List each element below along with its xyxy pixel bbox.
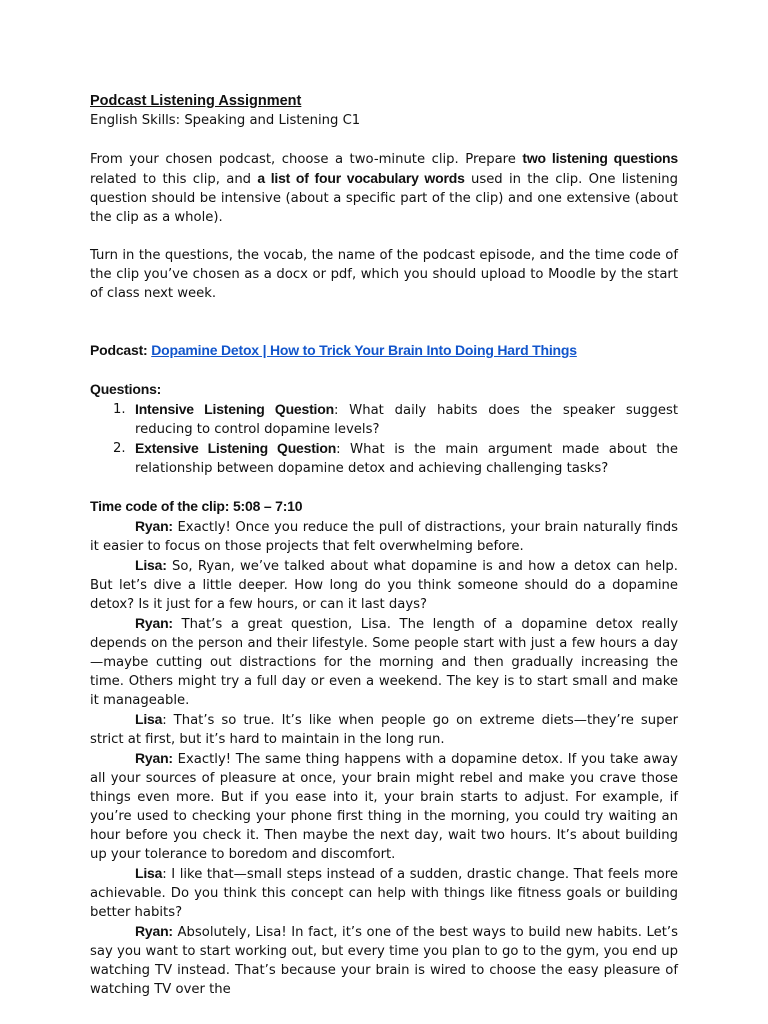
speaker-name: Ryan: — [135, 518, 173, 534]
speaker-name: Lisa — [135, 711, 163, 727]
spacer — [90, 303, 678, 341]
transcript-turn — [90, 614, 678, 710]
turn-text: Exactly! The same thing happens with a dopamine detox. If you take away all your sources of pleasure at once, your brain might rebel and make you crave those things even more. But if you ease into it, your brain starts to adjust. For example, if you’re used to checking your phone first thing in the morning, you could try waiting an hour before you check it. Then maybe the next day, wait two hours. It’s about building up your tolerance to boredom and discomfort. — [90, 752, 678, 862]
spacer — [90, 361, 678, 380]
transcript-turn — [90, 749, 678, 864]
turn-text: Exactly! Once you reduce the pull of distractions, your brain naturally finds it easier to focus on those projects that felt overwhelming before. — [90, 520, 678, 554]
turn-text: That’s a great question, Lisa. The length of a dopamine detox really depends on the person and their lifestyle. Some people start with just a few hours a day—maybe cutting out distractions for the morning and then gradually increasing the time. Others might try a full day or even a weekend. The key is to start small and make it manageable. — [90, 617, 678, 708]
spacer — [90, 130, 678, 149]
list-item — [113, 400, 678, 439]
transcript — [90, 517, 678, 999]
text-run: used in the clip. One listening question should be intensive (about a specific part of the clip) and one extensive (about the clip as a whole). — [90, 172, 679, 225]
timecode-line — [90, 497, 678, 517]
speaker-name: Lisa — [135, 865, 163, 881]
questions-list — [90, 400, 678, 478]
turn-text: So, Ryan, we’ve talked about what dopamine is and how a detox can help. But let’s dive a little deeper. How long do you think someone should do a dopamine detox? Is it just for a few hours, or can it last days? — [90, 559, 678, 612]
transcript-turn — [90, 556, 678, 614]
instructions-paragraph-2: Turn in the questions, the vocab, the name of the podcast episode, and the time code of the clip you’ve chosen as a docx or pdf, which you should upload to Moodle by the start of class next week. — [90, 248, 678, 301]
course-name: English Skills: Speaking and Listening C1 — [90, 113, 361, 128]
turn-text: : I like that—small steps instead of a sudden, drastic change. That feels more achievable. Do you think this concept can help with things like fitness goals or building better habits? — [90, 867, 678, 920]
question-text: : What daily habits does the speaker suggest reducing to control dopamine levels? — [135, 403, 678, 437]
question-text: : What is the main argument made about the relationship between dopamine detox and achieving challenging tasks? — [135, 442, 678, 476]
question-heading: Extensive Listening Question — [135, 440, 337, 456]
text-run: related to this clip, and — [90, 172, 258, 187]
bold-run: two listening questions — [522, 150, 678, 166]
speaker-name: Ryan: — [135, 615, 173, 631]
spacer — [90, 478, 678, 497]
list-item — [113, 439, 678, 478]
list-number: 1. — [113, 402, 126, 417]
podcast-label: Podcast: — [90, 342, 152, 358]
instructions-paragraph-1 — [90, 149, 678, 227]
speaker-name: Ryan: — [135, 750, 173, 766]
transcript-turn — [90, 922, 678, 999]
turn-text: Absolutely, Lisa! In fact, it’s one of the best ways to build new habits. Let’s say you want to start working out, but every time you plan to go to the gym, you end up watching TV instead. That’s because your brain is wired to choose the easy pleasure of watching TV over the — [90, 925, 678, 997]
podcast-episode-link[interactable]: Dopamine Detox | How to Trick Your Brain Into Doing Hard Things — [151, 342, 577, 358]
question-heading: Intensive Listening Question — [135, 401, 334, 417]
podcast-line — [90, 341, 678, 361]
questions-label: Questions: — [90, 381, 162, 397]
transcript-turn — [90, 710, 678, 749]
list-number: 2. — [113, 441, 126, 456]
timecode-label: Time code of the clip: 5:08 – 7:10 — [90, 498, 303, 514]
questions-heading — [90, 380, 678, 400]
speaker-name: Lisa: — [135, 557, 167, 573]
speaker-name: Ryan: — [135, 923, 173, 939]
transcript-turn — [90, 864, 678, 922]
transcript-turn — [90, 517, 678, 556]
document-title: Podcast Listening Assignment — [90, 93, 302, 109]
bold-run: a list of four vocabulary words — [257, 170, 465, 186]
turn-text: : That’s so true. It’s like when people go on extreme diets—they’re super strict at first, but it’s hard to maintain in the long run. — [90, 713, 678, 747]
text-run: From your chosen podcast, choose a two-minute clip. Prepare — [90, 152, 523, 167]
spacer — [90, 227, 678, 246]
